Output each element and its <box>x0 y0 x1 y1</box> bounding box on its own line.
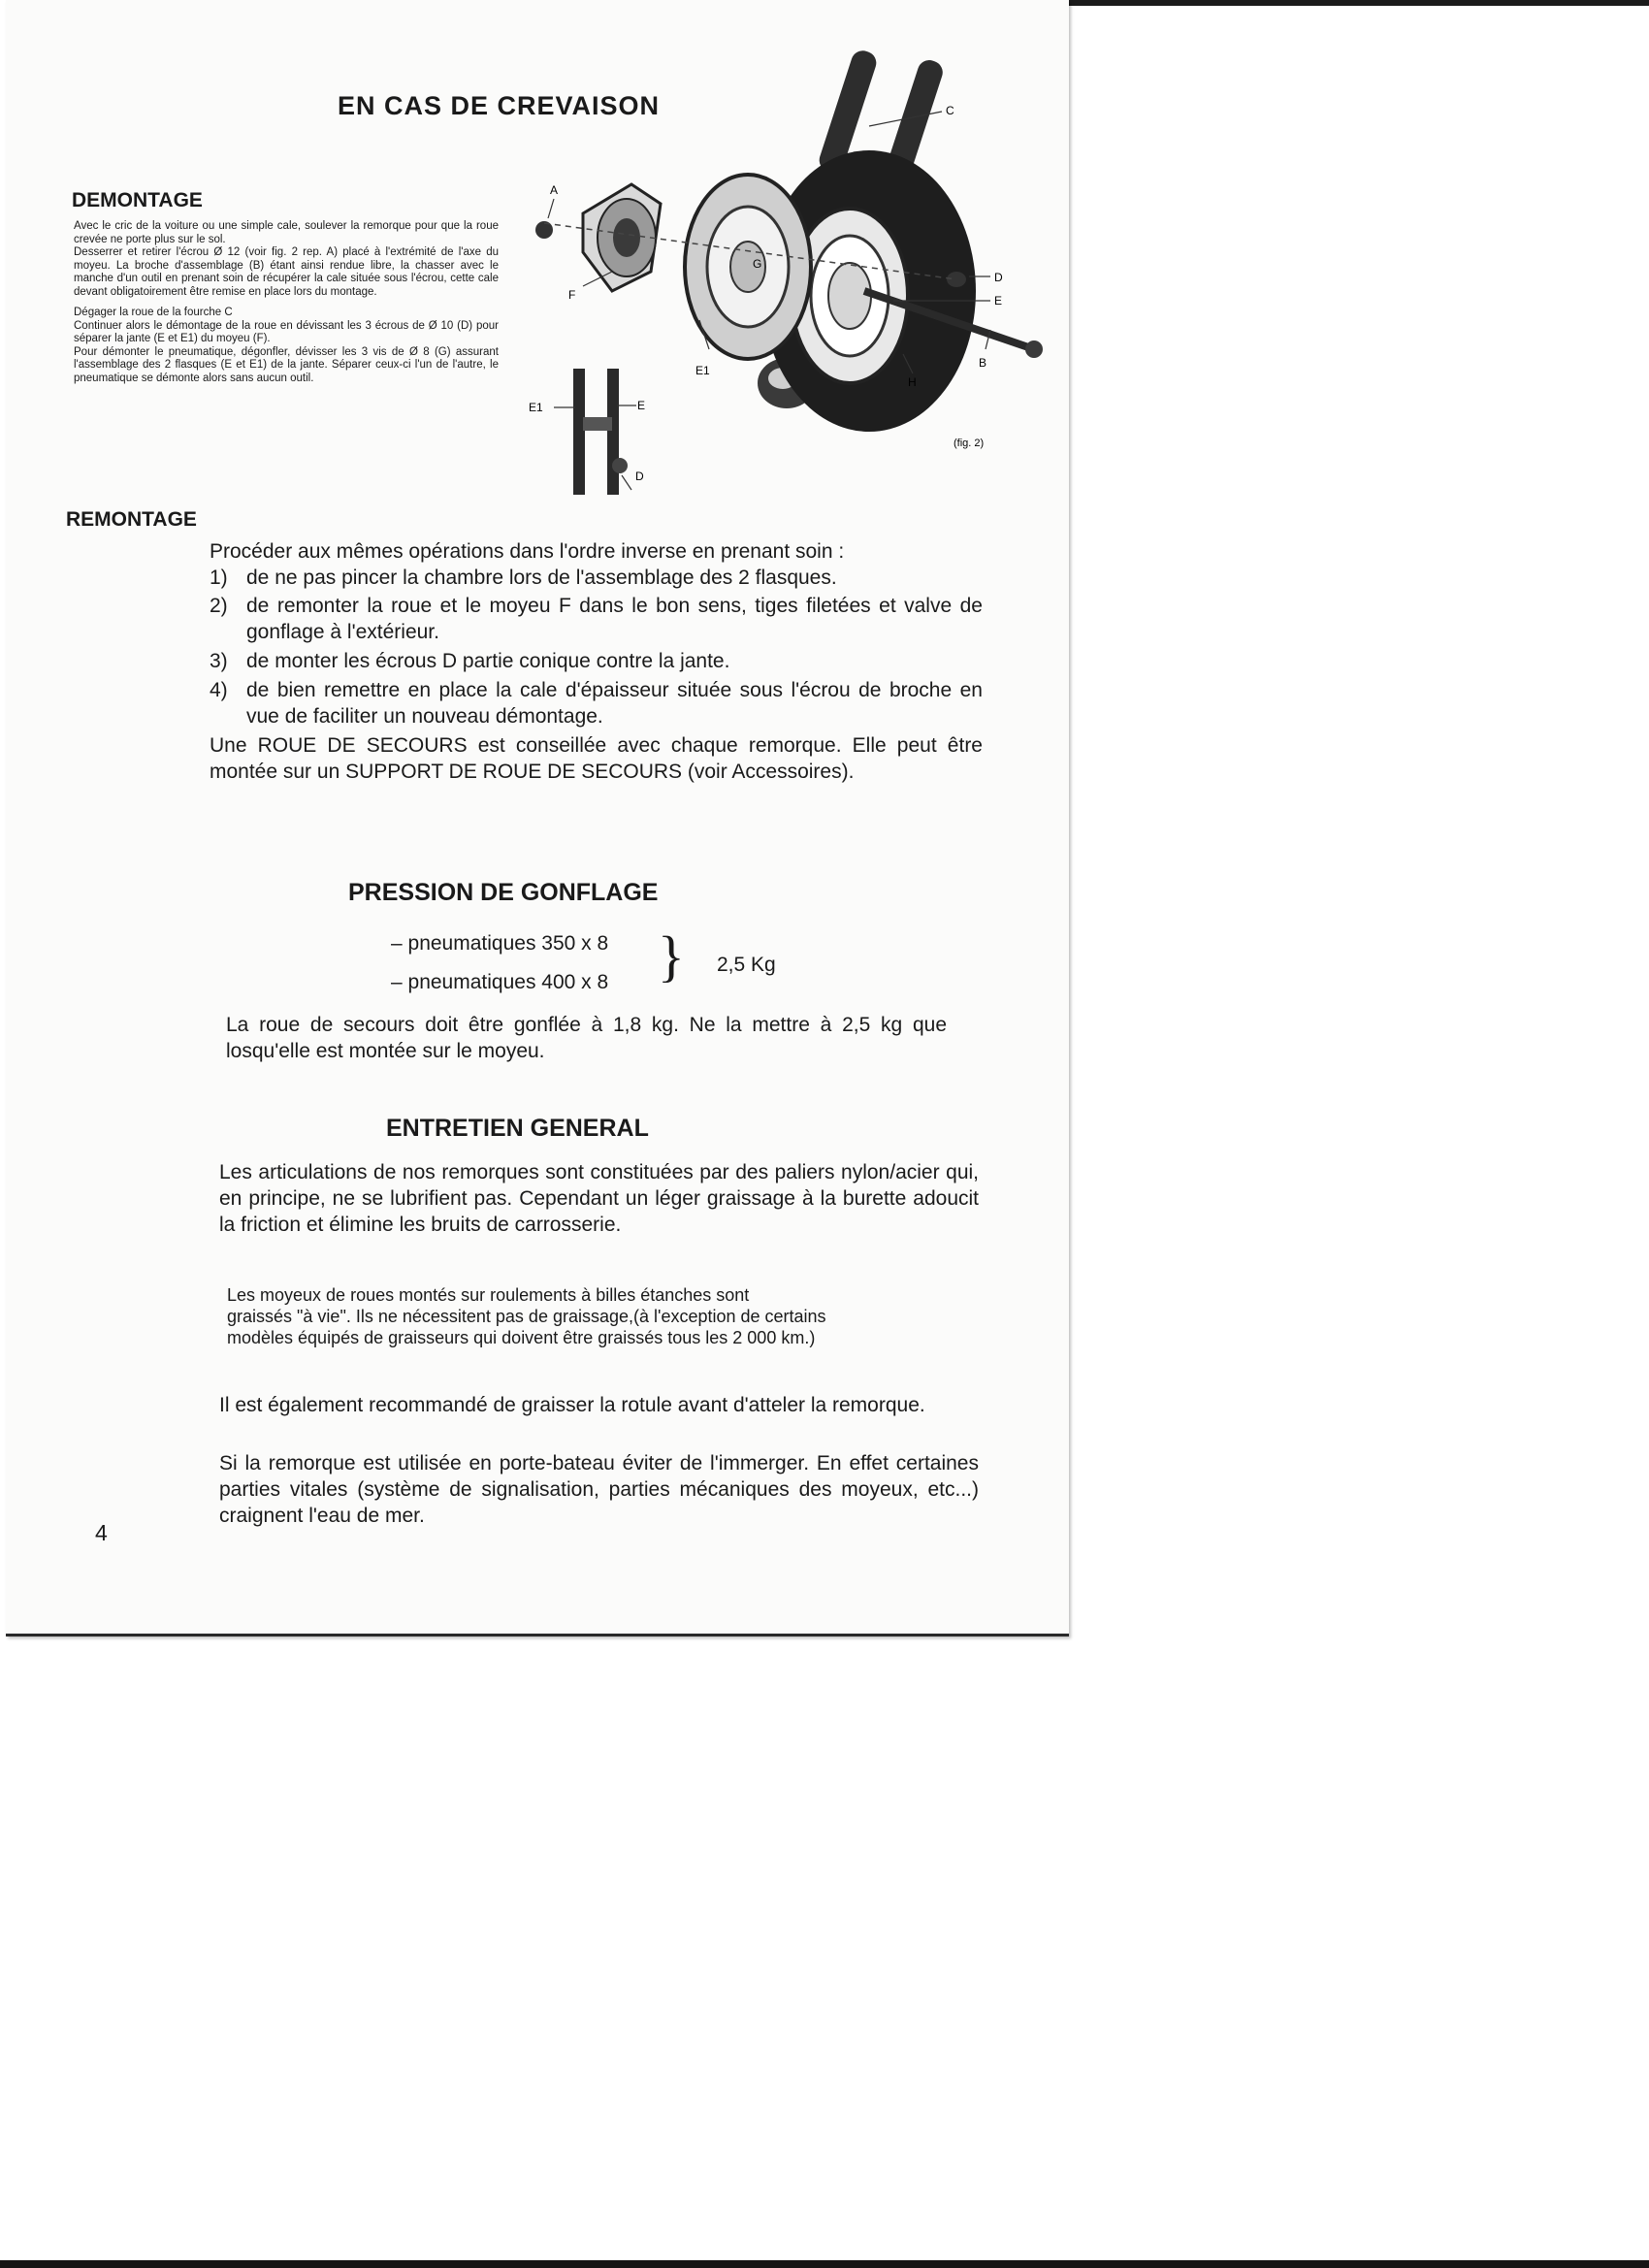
list-text: de monter les écrous D partie conique contre la jante. <box>246 650 730 672</box>
demontage-paragraph: Desserrer et retirer l'écrou Ø 12 (voir fig. 2 rep. A) placé à l'extrémité de l'axe du moyeu. La broche d'assemblage (B) étant ainsi rendue libre, la chasser avec le manche d'un outil en prenant soin de récupérer la cale située sous l'écrou, cette cale devant obligatoirement être remise en place lors du montage. <box>74 246 499 298</box>
entretien-heading: ENTRETIEN GENERAL <box>386 1115 649 1142</box>
list-number: 2) <box>210 595 228 617</box>
bearings-note <box>227 1284 826 1348</box>
figure-caption: (fig. 2) <box>954 437 985 449</box>
label-b: B <box>979 356 987 370</box>
list-item <box>210 648 983 674</box>
list-number: 1) <box>210 567 228 589</box>
list-number: 4) <box>210 679 228 701</box>
page-number: 4 <box>95 1520 108 1545</box>
bearings-note-line: Les moyeux de roues montés sur roulements à billes étanches sont <box>227 1285 750 1305</box>
demontage-paragraph: Continuer alors le démontage de la roue en dévissant les 3 écrous de Ø 10 (D) pour séparer la jante (E et E1) du moyeu (F). <box>74 319 499 344</box>
bearings-note-line: graissés "à vie". Ils ne nécessitent pas de graissage,(à l'exception de certains <box>227 1307 826 1326</box>
label-d: D <box>994 271 1003 284</box>
list-number: 3) <box>210 650 228 672</box>
bearings-note-line: modèles équipés de graisseurs qui doivent être graissés tous les 2 000 km.) <box>227 1328 816 1347</box>
list-text: de bien remettre en place la cale d'épaisseur située sous l'écrou de broche en vue de faciliter un nouveau démontage. <box>246 679 983 728</box>
label-f: F <box>568 288 576 302</box>
pressure-value: 2,5 Kg <box>717 954 776 976</box>
spare-pressure-note: La roue de secours doit être gonflée à 1,8 kg. Ne la mettre à 2,5 kg que losqu'elle est montée sur le moyeu. <box>226 1014 947 1062</box>
label-e1: E1 <box>695 364 710 377</box>
hub-f <box>583 184 661 291</box>
entretien-paragraph: Il est également recommandé de graisser la rotule avant d'atteler la remorque. <box>219 1394 925 1416</box>
label-a: A <box>550 183 559 197</box>
page-title: EN CAS DE CREVAISON <box>338 91 661 120</box>
label-detail-e: E <box>637 399 646 412</box>
label-c: C <box>946 104 954 117</box>
list-text: de remonter la roue et le moyeu F dans le bon sens, tiges filetées et valve de gonflage à l'extérieur. <box>246 595 983 643</box>
label-detail-e1: E1 <box>529 401 543 414</box>
label-detail-d: D <box>635 470 644 483</box>
scan-edge-bottom <box>0 2260 1649 2268</box>
list-item <box>210 565 983 591</box>
remontage-heading: REMONTAGE <box>66 508 197 531</box>
brace: } <box>658 924 685 988</box>
label-g: G <box>753 257 762 271</box>
pression-heading: PRESSION DE GONFLAGE <box>348 879 659 906</box>
tyre-size-400: – pneumatiques 400 x 8 <box>391 971 609 993</box>
demontage-paragraph: Avec le cric de la voiture ou une simple cale, soulever la remorque pour que la roue crevée ne porte plus sur le sol. <box>74 220 499 245</box>
spare-wheel-note: Une ROUE DE SECOURS est conseillée avec chaque remorque. Elle peut être montée sur un SUPPORT DE ROUE DE SECOURS (voir Accessoires). <box>210 734 983 783</box>
rim-section-detail <box>554 369 636 495</box>
entretien-paragraph: Si la remorque est utilisée en porte-bateau éviter de l'immerger. En effet certaines parties vitales (système de signalisation, parties mécaniques des moyeux, etc...) craignent l'eau de mer. <box>219 1452 979 1527</box>
label-e: E <box>994 294 1003 308</box>
rim-half-e1 <box>685 175 811 359</box>
remontage-intro: Procéder aux mêmes opérations dans l'ordre inverse en prenant soin : <box>210 540 845 563</box>
tyre-size-350: – pneumatiques 350 x 8 <box>391 932 609 955</box>
demontage-paragraph: Dégager la roue de la fourche C <box>74 307 233 318</box>
remontage-section <box>210 538 983 785</box>
list-text: de ne pas pincer la chambre lors de l'assemblage des 2 flasques. <box>246 567 837 589</box>
document-page <box>6 0 1069 1636</box>
demontage-text <box>74 220 499 385</box>
scan-edge-top <box>1067 0 1649 6</box>
list-item <box>210 677 983 729</box>
label-h: H <box>908 375 917 389</box>
wheel-assembly-figure <box>515 39 1058 514</box>
demontage-heading: DEMONTAGE <box>72 189 203 211</box>
entretien-paragraph: Les articulations de nos remorques sont constituées par des paliers nylon/acier qui, en principe, ne se lubrifient pas. Cependant un léger graissage à la burette adoucit la friction et élimine les bruits de carrosserie. <box>219 1161 979 1236</box>
list-item <box>210 593 983 645</box>
demontage-paragraph: Pour démonter le pneumatique, dégonfler, dévisser les 3 vis de Ø 8 (G) assurant l'assemblage des 2 flasques (E et E1) de la jante. Séparer ceux-ci l'un de l'autre, le pneumatique se démonte alors sans aucun outil. <box>74 345 499 384</box>
